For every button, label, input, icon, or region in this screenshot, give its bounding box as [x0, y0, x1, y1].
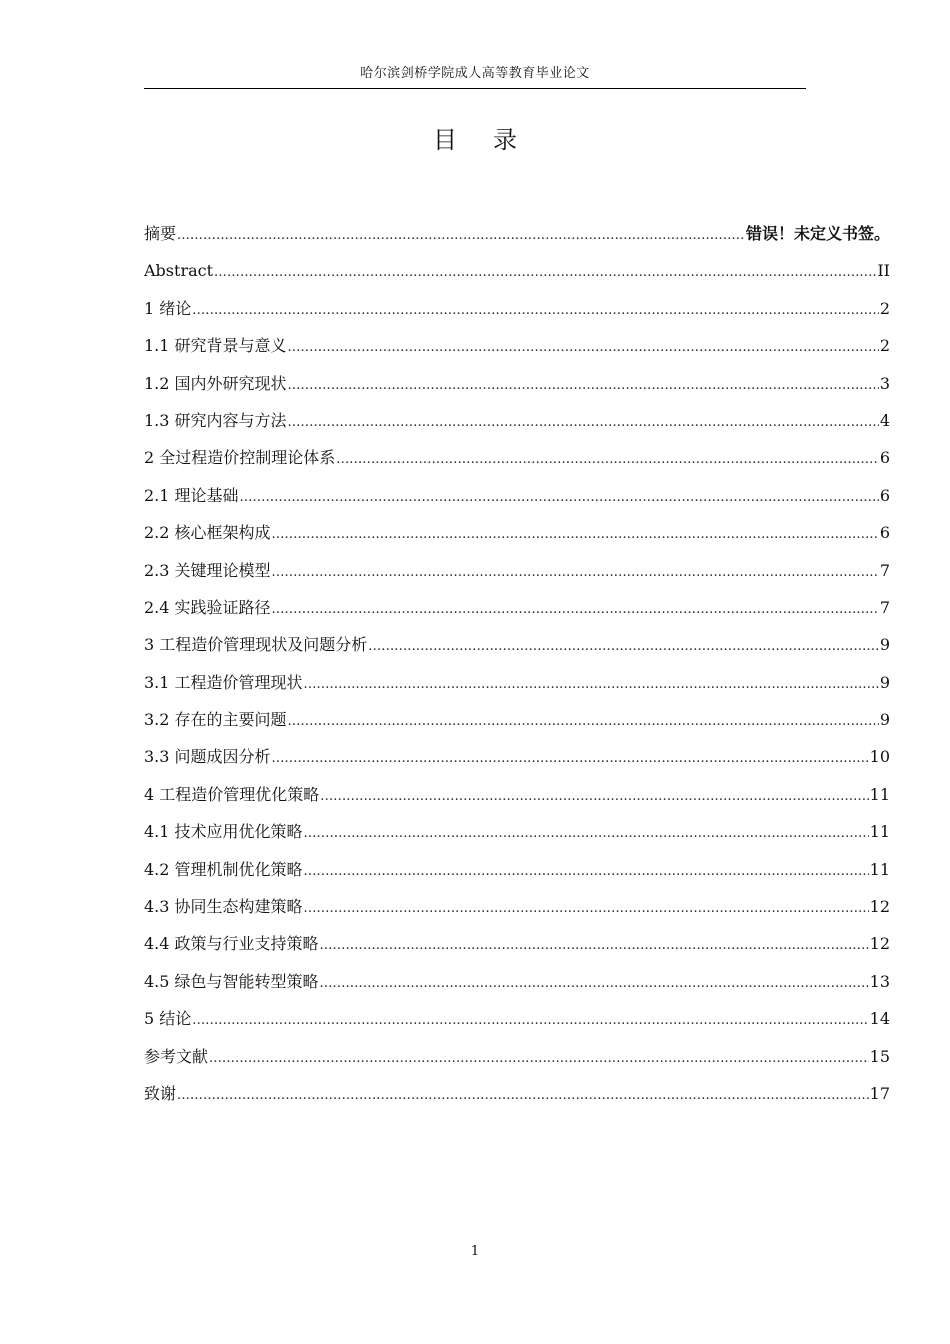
toc-leader-dots [304, 815, 869, 852]
toc-entry[interactable] [144, 365, 890, 402]
toc-entry[interactable] [144, 327, 890, 364]
toc-entry-page: II [877, 261, 890, 281]
toc-entry-label: 致谢 [144, 1083, 177, 1103]
toc-entry-label: 3.2 存在的主要问题 [144, 710, 287, 730]
toc-entry-label: 4.3 协同生态构建策略 [144, 897, 303, 917]
toc-entry-page: 11 [869, 859, 890, 879]
toc-entry-references[interactable] [144, 1038, 890, 1075]
toc-entry-label: 1.1 研究背景与意义 [144, 336, 287, 356]
toc-leader-dots [272, 516, 879, 553]
toc-entry-label: 2.4 实践验证路径 [144, 597, 271, 617]
title-char-1: 目 [433, 126, 457, 154]
page-footer [0, 1244, 950, 1259]
toc-leader-dots [304, 853, 869, 890]
toc-entry[interactable] [144, 738, 890, 775]
toc-entry[interactable] [144, 851, 890, 888]
toc-entry-label: 1.3 研究内容与方法 [144, 410, 287, 430]
toc-entry[interactable] [144, 813, 890, 850]
toc-entry-label: 参考文献 [144, 1046, 209, 1066]
page-header [144, 60, 806, 89]
toc-entry-page: 2 [879, 336, 890, 356]
page-number: 1 [470, 1244, 480, 1259]
toc-entry-label: 2.2 核心框架构成 [144, 523, 271, 543]
toc-entry[interactable] [144, 963, 890, 1000]
toc-leader-dots [288, 404, 879, 441]
toc-entry[interactable] [144, 925, 890, 962]
toc-leader-dots [304, 666, 879, 703]
toc-entry-label: 3.3 问题成因分析 [144, 747, 271, 767]
toc-entry[interactable] [144, 477, 890, 514]
page-title [0, 116, 950, 164]
toc-entry-label: 5 结论 [144, 1009, 192, 1029]
toc-leader-dots [336, 441, 879, 478]
toc-entry-abstract-cn[interactable] [144, 215, 890, 252]
toc-leader-dots [320, 778, 868, 815]
toc-entry-page: 12 [869, 934, 890, 954]
toc-leader-dots [288, 329, 879, 366]
toc-leader-dots [177, 1077, 869, 1114]
toc-entry-label: 1 绪论 [144, 298, 192, 318]
header-text: 哈尔滨剑桥学院成人高等教育毕业论文 [360, 66, 590, 81]
toc-entry-page: 9 [879, 672, 890, 692]
toc-leader-dots [304, 890, 869, 927]
toc-entry-label: 1.2 国内外研究现状 [144, 373, 287, 393]
toc-leader-dots [272, 591, 879, 628]
toc-entry[interactable] [144, 589, 890, 626]
toc-entry-abstract-en[interactable] [144, 252, 890, 289]
toc-entry[interactable] [144, 626, 890, 663]
toc-entry-page: 9 [879, 710, 890, 730]
toc-entry-page: 4 [879, 410, 890, 430]
toc-leader-dots [177, 217, 745, 254]
toc-entry-page: 17 [869, 1083, 890, 1103]
toc-entry-page: 9 [879, 635, 890, 655]
toc-entry[interactable] [144, 290, 890, 327]
toc-leader-dots [272, 554, 879, 591]
toc-entry-acknowledgements[interactable] [144, 1075, 890, 1112]
toc-entry-page: 7 [879, 560, 890, 580]
toc-entry[interactable] [144, 776, 890, 813]
toc-entry-label: 2 全过程造价控制理论体系 [144, 448, 336, 468]
toc-entry-label: 4.2 管理机制优化策略 [144, 859, 303, 879]
toc-entry-page: 3 [879, 373, 890, 393]
toc-leader-dots [288, 367, 879, 404]
toc-entry-page: 13 [869, 971, 890, 991]
toc-entry-label: 3 工程造价管理现状及问题分析 [144, 635, 368, 655]
toc-leader-dots [320, 927, 869, 964]
toc-entry-page: 11 [869, 784, 890, 804]
toc-leader-dots [272, 740, 869, 777]
toc-entry[interactable] [144, 664, 890, 701]
title-char-2: 录 [493, 126, 517, 154]
toc-entry[interactable] [144, 514, 890, 551]
toc-entry-page: 12 [869, 897, 890, 917]
toc-leader-dots [192, 1002, 868, 1039]
toc-entry-page: 14 [869, 1009, 890, 1029]
toc-entry-page: 15 [869, 1046, 890, 1066]
toc-entry-label: 4 工程造价管理优化策略 [144, 784, 320, 804]
toc-entry-page: 7 [879, 597, 890, 617]
toc-leader-dots [192, 292, 879, 329]
toc-leader-dots [214, 254, 876, 291]
toc-entry-label: 4.4 政策与行业支持策略 [144, 934, 319, 954]
toc-leader-dots [320, 965, 869, 1002]
toc-entry[interactable] [144, 1000, 890, 1037]
toc-leader-dots [240, 479, 879, 516]
toc-entry[interactable] [144, 888, 890, 925]
toc-entry-label: 3.1 工程造价管理现状 [144, 672, 303, 692]
toc-entry-page: 6 [879, 448, 890, 468]
table-of-contents [144, 215, 890, 1112]
toc-entry[interactable] [144, 402, 890, 439]
toc-leader-dots [368, 628, 879, 665]
toc-leader-dots [209, 1040, 869, 1077]
toc-entry-page: 11 [869, 822, 890, 842]
toc-entry-page: 10 [869, 747, 890, 767]
toc-entry[interactable] [144, 439, 890, 476]
toc-entry-page: 6 [879, 485, 890, 505]
toc-entry-label: Abstract [144, 261, 214, 281]
toc-entry-label: 摘要 [144, 224, 177, 243]
toc-leader-dots [288, 703, 879, 740]
toc-entry[interactable] [144, 701, 890, 738]
toc-entry-page: 2 [879, 298, 890, 318]
toc-entry-label: 4.5 绿色与智能转型策略 [144, 971, 319, 991]
toc-entry[interactable] [144, 552, 890, 589]
toc-entry-page: 6 [879, 523, 890, 543]
toc-entry-page: 错误！未定义书签。 [745, 224, 890, 243]
toc-entry-label: 2.1 理论基础 [144, 485, 239, 505]
toc-entry-label: 4.1 技术应用优化策略 [144, 822, 303, 842]
toc-entry-label: 2.3 关键理论模型 [144, 560, 271, 580]
